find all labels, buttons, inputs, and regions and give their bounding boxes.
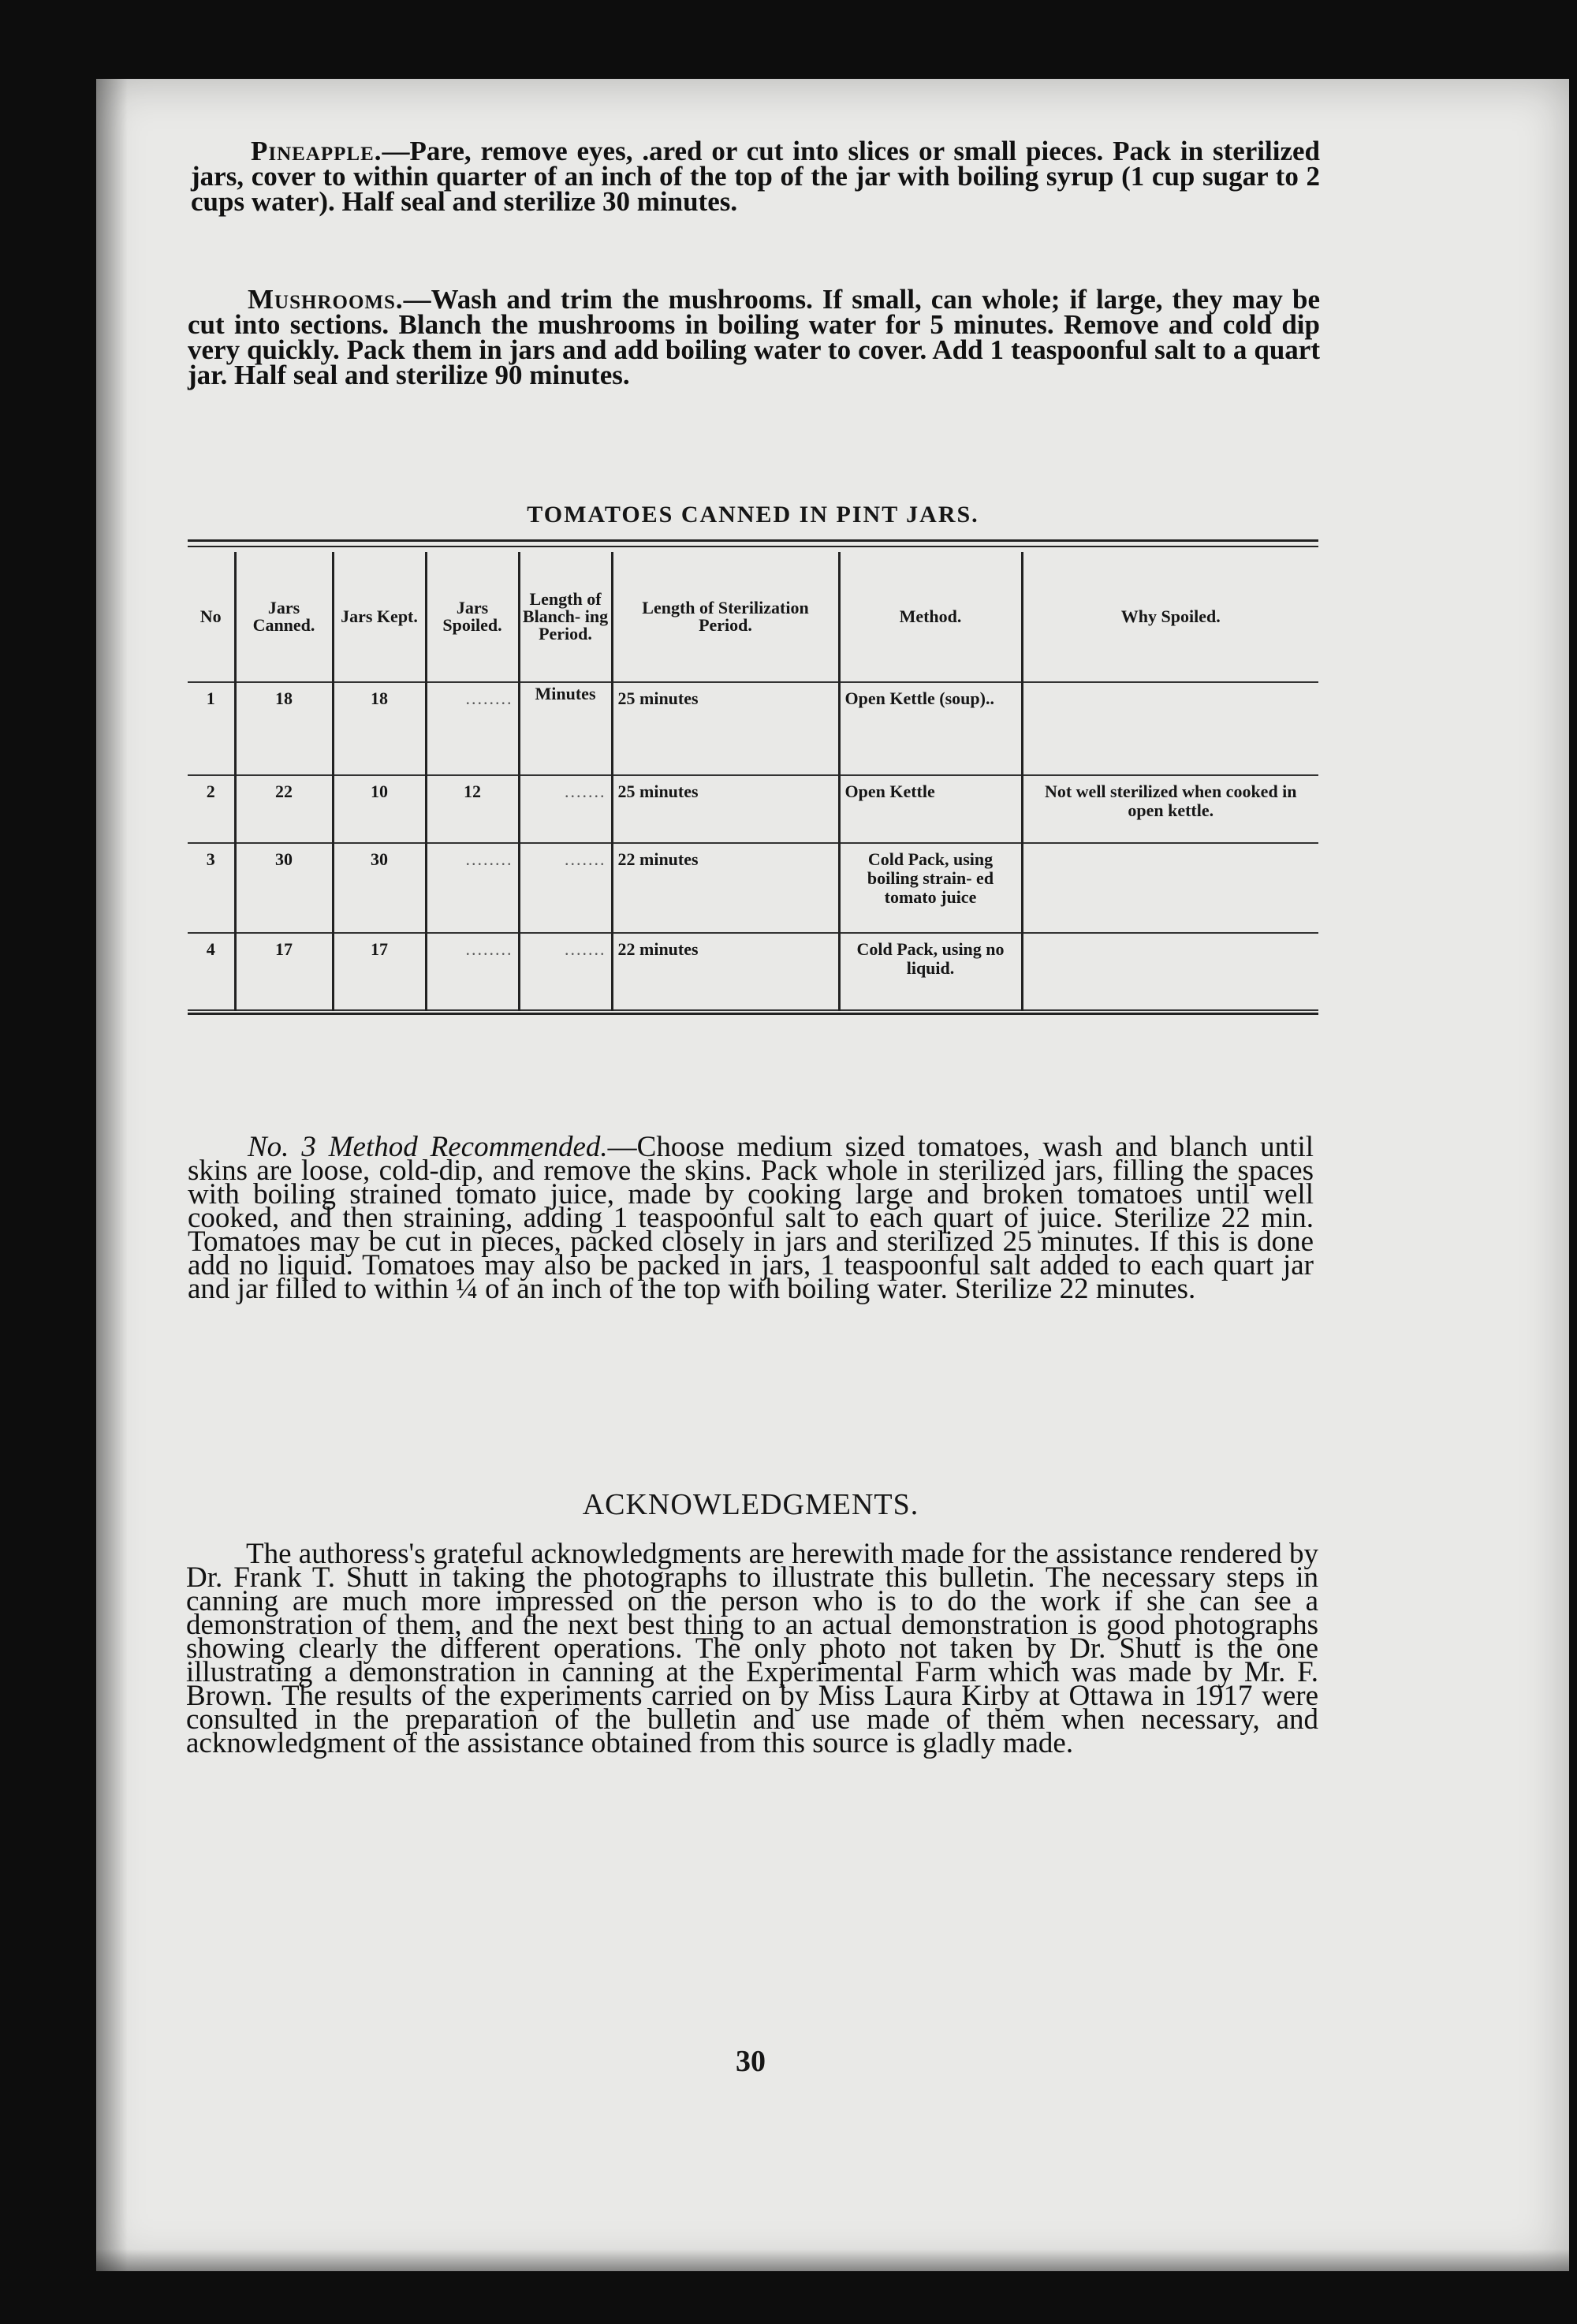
acknowledgments-text: The authoress's grateful acknowledgments are herewith made for the assistance rendered by Dr. Frank T. Shutt in taking the photographs to illustrate this bulletin. The necessary steps in canning are much more impressed on the person who is to do the work if she can see a demonstration of them, and the next best thing to an actual demonstration is good photographs showing clearly the different operations. The only photo not taken by Dr. Shutt is the one illustrating a demonstration in canning at the Experimental Farm which was made by Mr. F. Brown. The results of the experiments carried on by Miss Laura Kirby at Ottawa in 1917 were consulted in the preparation of the bulletin and use made of them when necessary, and acknowledgment of the assistance obtained from this source is gladly made.: [186, 1538, 1318, 1759]
header-sterilization-period: Length of Sterilization Period.: [612, 552, 839, 682]
cell-method: Open Kettle (soup)..: [839, 682, 1022, 775]
paragraph-acknowledgments: [186, 1538, 1318, 1759]
cell-kept: 30: [333, 843, 426, 933]
cell-sterilization: 22 minutes: [612, 843, 839, 933]
cell-sterilization: 25 minutes: [612, 682, 839, 775]
table-row: [188, 843, 1318, 933]
paragraph-method-recommended: [188, 1131, 1314, 1305]
cell-blanching: .......: [519, 933, 612, 1010]
cell-canned: 18: [235, 682, 333, 775]
cell-spoiled: 12: [426, 775, 519, 843]
recommended-lead: No. 3 Method Recommended.: [248, 1131, 608, 1163]
table-top-rule: [188, 539, 1318, 547]
table-bottom-rule: [188, 1013, 1318, 1015]
cell-spoiled: ........: [426, 933, 519, 1010]
cell-sterilization: 25 minutes: [612, 775, 839, 843]
cell-no: 1: [188, 682, 235, 775]
header-why-spoiled: Why Spoiled.: [1022, 552, 1318, 682]
cell-why: Not well sterilized when cooked in open kettle.: [1022, 775, 1318, 843]
header-blanching-period: Length of Blanch- ing Period.: [519, 552, 612, 682]
cell-method: Open Kettle: [839, 775, 1022, 843]
mushrooms-text: —Wash and trim the mushrooms. If small, can whole; if large, they may be cut into sections. Blanch the mushrooms in boiling water for 5 minutes. Remove and cold dip very quickly. Pack them in jars and add boiling water to cover. Add 1 teaspoonful salt to a quart jar. Half seal and sterilize 90 minutes.: [188, 284, 1320, 390]
tomato-table-container: [188, 539, 1318, 1015]
cell-no: 3: [188, 843, 235, 933]
cell-kept: 10: [333, 775, 426, 843]
recommended-text: —Choose medium sized tomatoes, wash and blanch until skins are loose, cold-dip, and remove the skins. Pack whole in sterilized jars, filling the spaces with boiling strained tomato juice, made by cooking large and broken tomatoes until well cooked, and then straining, adding 1 teaspoonful salt to each quart of juice. Sterilize 22 min. Tomatoes may be cut in pieces, packed closely in jars and sterilized 25 minutes. If this is done add no liquid. Tomatoes may also be packed in jars, 1 teaspoonful salt added to each quart jar and jar filled to within ¼ of an inch of the top with boiling water. Sterilize 22 minutes.: [188, 1131, 1314, 1305]
cell-blanching: .......: [519, 843, 612, 933]
header-method: Method.: [839, 552, 1022, 682]
paragraph-pineapple: [191, 136, 1320, 217]
table-header-row: [188, 552, 1318, 682]
table-row: [188, 933, 1318, 1010]
cell-why: [1022, 933, 1318, 1010]
cell-blanching: .......: [519, 775, 612, 843]
cell-method: Cold Pack, using no liquid.: [839, 933, 1022, 1010]
cell-canned: 17: [235, 933, 333, 1010]
pineapple-text: —Pare, remove eyes, .ared or cut into slices or small pieces. Pack in sterilized jars, cover to within quarter of an inch of the top of the jar with boiling syrup (1 cup sugar to 2 cups water). Half seal and sterilize 30 minutes.: [191, 136, 1320, 217]
cell-canned: 30: [235, 843, 333, 933]
cell-sterilization: 22 minutes: [612, 933, 839, 1010]
header-jars-kept: Jars Kept.: [333, 552, 426, 682]
tomato-table: [188, 552, 1318, 1011]
cell-spoiled: ........: [426, 843, 519, 933]
cell-spoiled: ........: [426, 682, 519, 775]
cell-why: [1022, 682, 1318, 775]
table-title: TOMATOES CANNED IN PINT JARS.: [527, 502, 979, 528]
cell-blanching: [519, 682, 612, 775]
cell-canned: 22: [235, 775, 333, 843]
header-jars-canned: Jars Canned.: [235, 552, 333, 682]
blanching-unit-label: Minutes: [535, 684, 596, 703]
table-row: [188, 682, 1318, 775]
pineapple-lead: Pineapple.: [251, 136, 382, 166]
paragraph-mushrooms: [188, 284, 1320, 390]
cell-no: 4: [188, 933, 235, 1010]
cell-kept: 18: [333, 682, 426, 775]
mushrooms-lead: Mushrooms.: [248, 284, 404, 315]
page-edge-shadow-left: [96, 79, 128, 2271]
cell-why: [1022, 843, 1318, 933]
header-no: No: [188, 552, 235, 682]
cell-kept: 17: [333, 933, 426, 1010]
table-row: [188, 775, 1318, 843]
page-number: 30: [736, 2045, 766, 2078]
page-edge-shadow-bottom: [96, 2249, 1569, 2271]
acknowledgments-heading: ACKNOWLEDGMENTS.: [582, 1488, 919, 1521]
cell-no: 2: [188, 775, 235, 843]
header-jars-spoiled: Jars Spoiled.: [426, 552, 519, 682]
cell-method: Cold Pack, using boiling strain- ed tomato juice: [839, 843, 1022, 933]
